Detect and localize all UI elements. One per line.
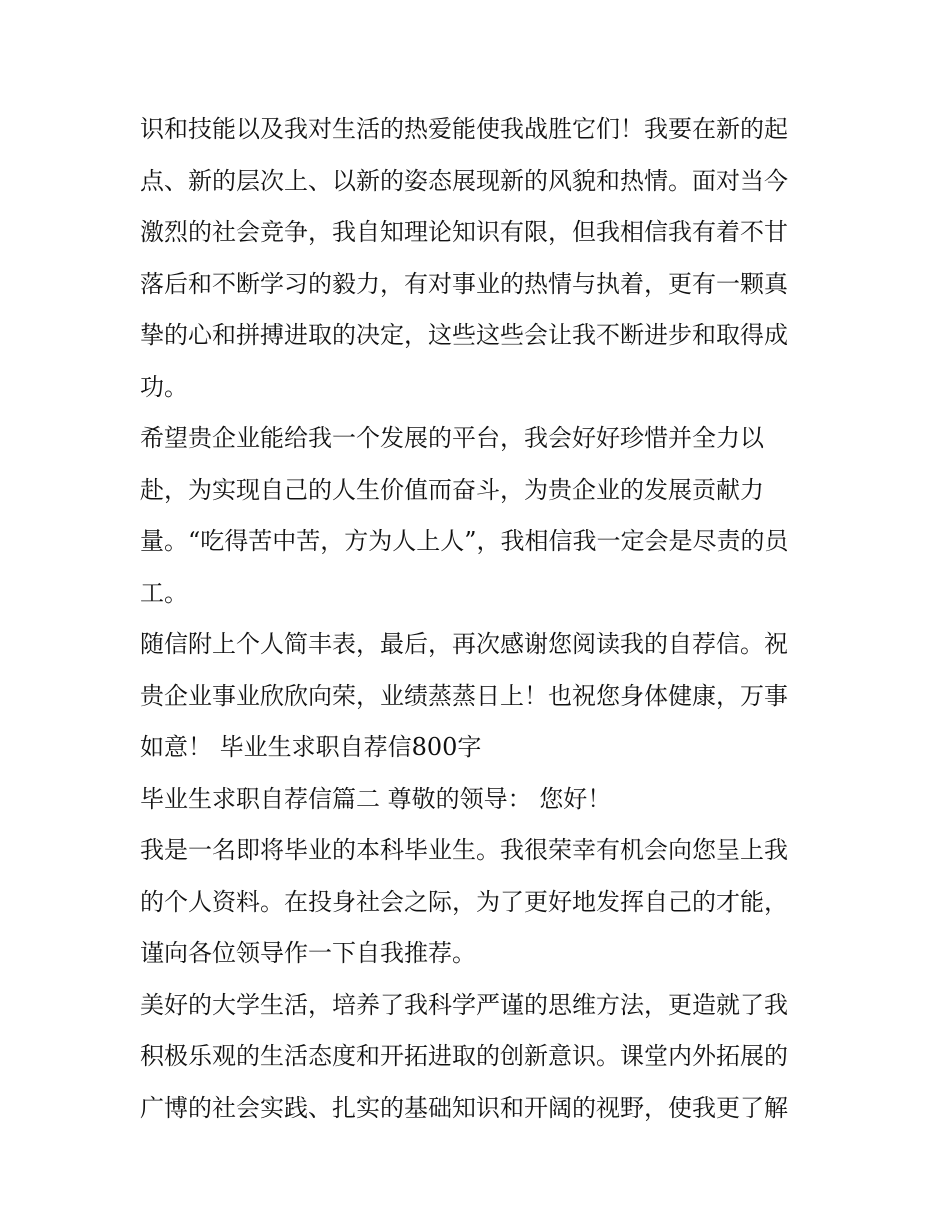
text-line: 谨向各位领导作一下自我推荐。 bbox=[140, 939, 476, 967]
text-line: 挚的心和拼搏进取的决定，这些这些会让我不断进步和取得成 bbox=[140, 321, 788, 349]
text-line: 工。 bbox=[140, 578, 188, 607]
text-line: 赴，为实现自己的人生价值而奋斗，为贵企业的发展贡献力 bbox=[140, 475, 764, 504]
text-line: 点、新的层次上、以新的姿态展现新的风貌和热情。面对当今 bbox=[140, 166, 788, 195]
text-line: 量。“吃得苦中苦，方为人上人”，我相信我一定会是尽责的员 bbox=[140, 527, 789, 555]
text-line: 随信附上个人简丰表，最后，再次感谢您阅读我的自荐信。祝 bbox=[140, 630, 788, 658]
text-line: 如意！ 毕业生求职自荐信800字 bbox=[140, 733, 482, 761]
text-line: 毕业生求职自荐信篇二 尊敬的领导： 您好！ bbox=[140, 784, 612, 813]
text-line: 激烈的社会竞争，我自知理论知识有限，但我相信我有着不甘 bbox=[140, 218, 788, 246]
text-line: 广博的社会实践、扎实的基础知识和开阔的视野，使我更了解 bbox=[140, 1093, 788, 1122]
document-body bbox=[140, 104, 820, 1134]
text-line: 美好的大学生活，培养了我科学严谨的思维方法，更造就了我 bbox=[140, 990, 788, 1019]
text-line: 识和技能以及我对生活的热爱能使我战胜它们！我要在新的起 bbox=[140, 115, 788, 143]
text-line: 贵企业事业欣欣向荣，业绩蒸蒸日上！也祝您身体健康，万事 bbox=[140, 681, 788, 710]
text-line: 的个人资料。在投身社会之际，为了更好地发挥自己的才能， bbox=[140, 887, 788, 916]
text-line: 积极乐观的生活态度和开拓进取的创新意识。课堂内外拓展的 bbox=[140, 1042, 788, 1070]
text-line: 希望贵企业能给我一个发展的平台，我会好好珍惜并全力以 bbox=[140, 424, 764, 452]
text-line: 我是一名即将毕业的本科毕业生。我很荣幸有机会向您呈上我 bbox=[140, 836, 788, 864]
text-line: 落后和不断学习的毅力，有对事业的热情与执着，更有一颗真 bbox=[140, 269, 788, 298]
text-line: 功。 bbox=[140, 372, 188, 401]
